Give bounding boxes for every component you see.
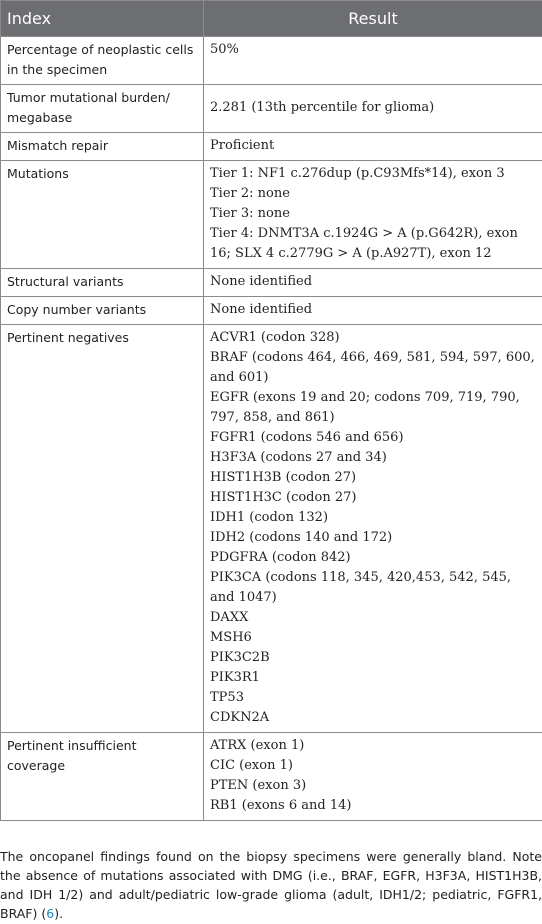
result-line: ATRX (exon 1) <box>210 738 305 753</box>
result-line: EGFR (exons 19 and 20; codons 709, 719, 790, 797, 858, and 861) <box>210 390 520 425</box>
result-line: IDH2 (codons 140 and 172) <box>210 530 393 545</box>
row-index: Pertinent insufficient coverage <box>1 733 204 821</box>
result-line: None identified <box>210 302 313 317</box>
result-line: Tier 3: none <box>210 206 290 221</box>
result-line: Tier 4: DNMT3A c.1924G > A (p.G642R), exon 16; SLX 4 c.2779G > A (p.A927T), exon 12 <box>210 226 518 261</box>
result-line: None identified <box>210 274 313 289</box>
result-line: DAXX <box>210 610 249 625</box>
row-index: Mismatch repair <box>1 133 204 161</box>
table-row <box>1 161 542 269</box>
table-row <box>1 269 542 297</box>
result-line: PTEN (exon 3) <box>210 778 307 793</box>
row-result <box>204 85 542 133</box>
result-line: RB1 (exons 6 and 14) <box>210 798 352 813</box>
row-index: Tumor mutational burden/ megabase <box>1 85 204 133</box>
result-line: MSH6 <box>210 630 252 645</box>
row-index: Copy number variants <box>1 297 204 325</box>
result-line: Tier 2: none <box>210 186 290 201</box>
result-line: HIST1H3C (codon 27) <box>210 490 357 505</box>
table-row <box>1 733 542 821</box>
result-line: Proficient <box>210 138 275 153</box>
result-line: 2.281 (13th percentile for glioma) <box>210 100 435 115</box>
header-row <box>1 1 542 37</box>
row-index: Pertinent negatives <box>1 325 204 733</box>
result-line: 50% <box>210 42 239 57</box>
row-index: Mutations <box>1 161 204 269</box>
result-line: CDKN2A <box>210 710 270 725</box>
result-line: PIK3R1 <box>210 670 260 685</box>
row-result <box>204 297 542 325</box>
row-index: Structural variants <box>1 269 204 297</box>
footnote-text: The oncopanel findings found on the biopsy specimens were generally bland. Note the absence of mutations associated with DMG (i.e., BRAF, EGFR, H3F3A, HIST1H3B, and IDH 1/2) and adult/pediatric low-grade glioma (adult, IDH1/2; pediatric, FGFR1, BRAF) ( <box>0 849 542 921</box>
reference-link[interactable]: 6 <box>46 906 55 921</box>
table-row <box>1 85 542 133</box>
table-row <box>1 297 542 325</box>
result-line: FGFR1 (codons 546 and 656) <box>210 430 404 445</box>
table-row <box>1 325 542 733</box>
row-result <box>204 133 542 161</box>
result-line: PIK3C2B <box>210 650 270 665</box>
footnote-tail: ). <box>54 906 64 921</box>
row-result <box>204 37 542 85</box>
table-row <box>1 133 542 161</box>
result-line: ACVR1 (codon 328) <box>210 330 340 345</box>
result-line: PDGFRA (codon 842) <box>210 550 351 565</box>
row-index: Percentage of neoplastic cells in the specimen <box>1 37 204 85</box>
result-line: Tier 1: NF1 c.276dup (p.C93Mfs*14), exon 3 <box>210 166 505 181</box>
result-line: HIST1H3B (codon 27) <box>210 470 357 485</box>
result-line: PIK3CA (codons 118, 345, 420,453, 542, 545, and 1047) <box>210 570 512 605</box>
row-result <box>204 733 542 821</box>
row-result <box>204 269 542 297</box>
row-result <box>204 325 542 733</box>
result-line: IDH1 (codon 132) <box>210 510 329 525</box>
table-row <box>1 37 542 85</box>
result-line: TP53 <box>210 690 244 705</box>
result-line: H3F3A (codons 27 and 34) <box>210 450 387 465</box>
table-footnote <box>0 847 542 923</box>
header-result: Result <box>204 1 542 37</box>
result-line: BRAF (codons 464, 466, 469, 581, 594, 597, 600, and 601) <box>210 350 535 385</box>
result-line: CIC (exon 1) <box>210 758 293 773</box>
row-result <box>204 161 542 269</box>
header-index: Index <box>1 1 204 37</box>
